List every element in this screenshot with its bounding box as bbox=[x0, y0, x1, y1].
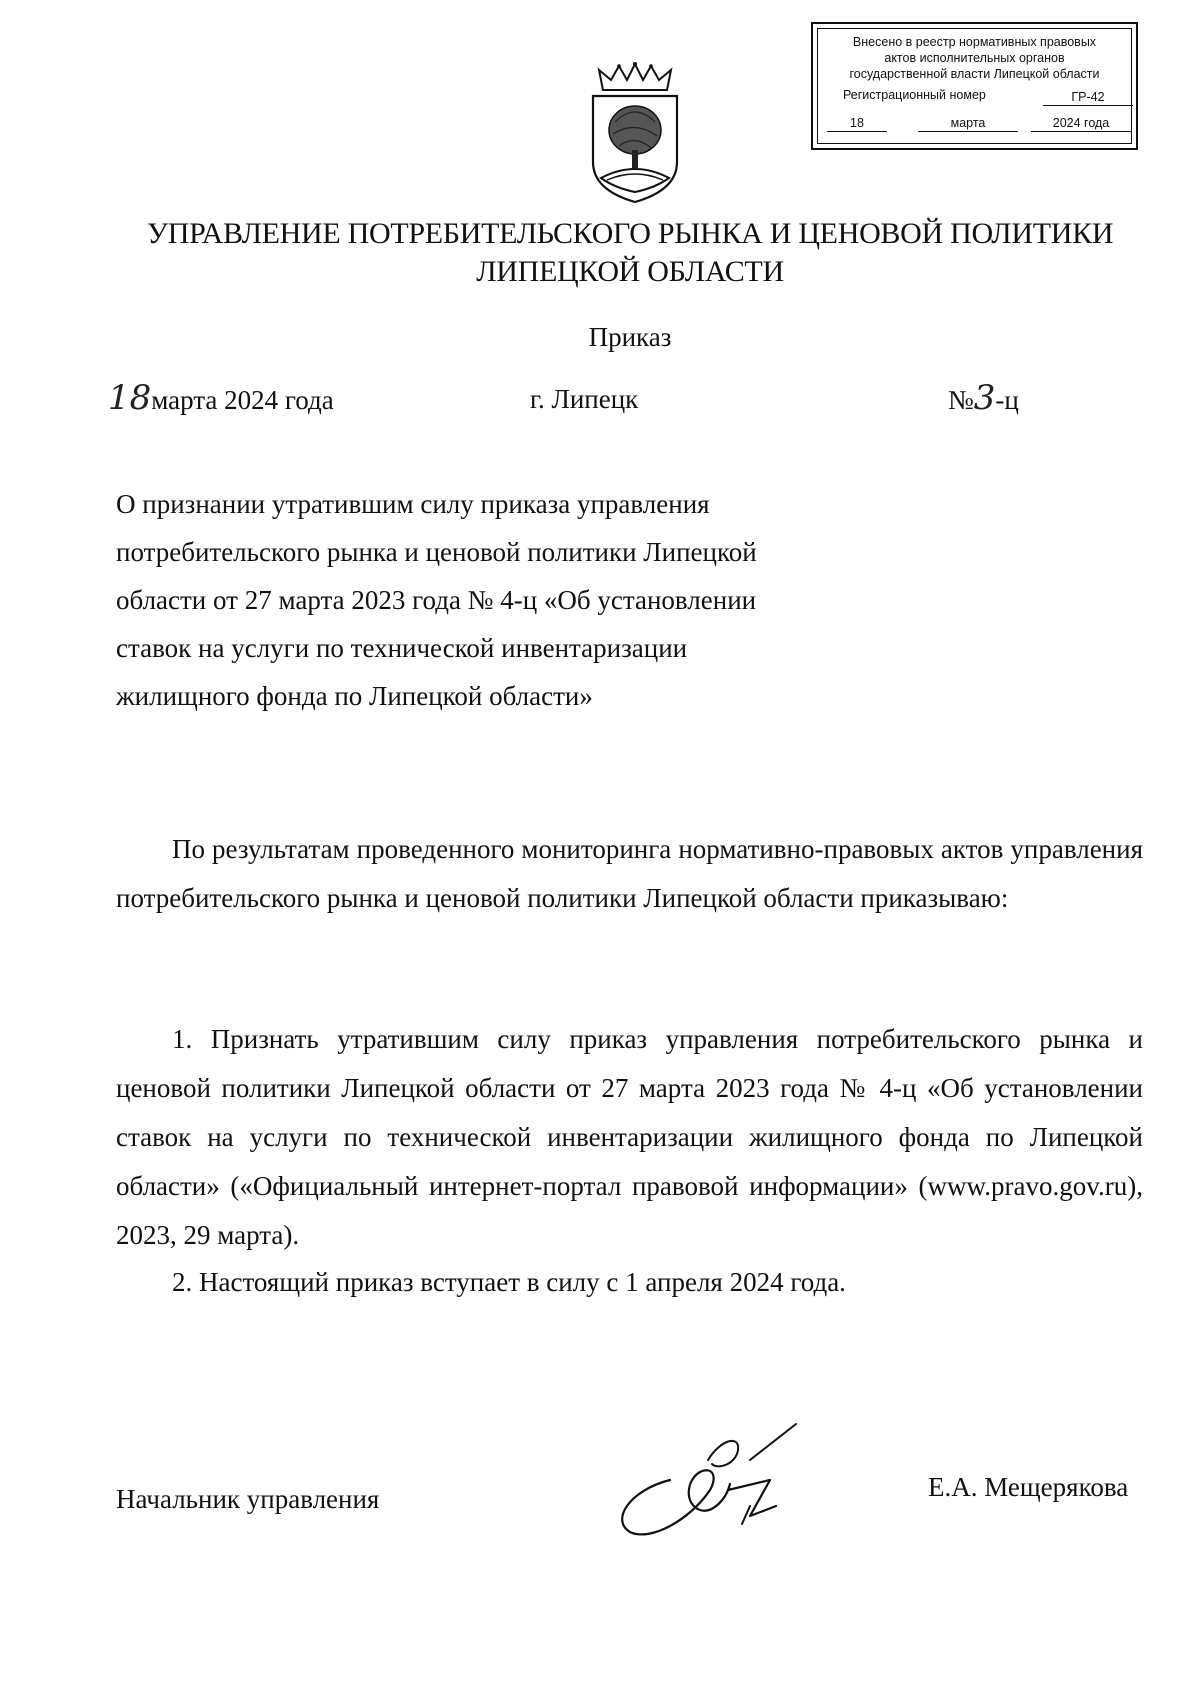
subject-block bbox=[116, 480, 876, 720]
order-number-handwritten: 3 bbox=[973, 378, 996, 418]
stamp-line-3: государственной власти Липецкой области bbox=[849, 67, 1100, 81]
handwritten-signature-icon bbox=[600, 1420, 820, 1545]
date-day-handwritten: 18 bbox=[108, 378, 152, 418]
order-number-suffix: -ц bbox=[995, 385, 1019, 415]
subject-line: области от 27 марта 2023 года № 4-ц «Об установлении bbox=[116, 585, 757, 615]
subject-line: потребительского рынка и ценовой политики Липецкой bbox=[116, 537, 757, 567]
registry-stamp bbox=[811, 22, 1138, 150]
subject-line: ставок на услуги по технической инвентаризации bbox=[116, 633, 688, 663]
preamble-paragraph: По результатам проведенного мониторинга нормативно-правовых актов управления потребительского рынка и ценовой политики Липецкой области приказываю: bbox=[116, 834, 1143, 913]
org-name-line-1: УПРАВЛЕНИЕ ПОТРЕБИТЕЛЬСКОГО РЫНКА И ЦЕНОВОЙ ПОЛИТИКИ bbox=[146, 217, 1114, 250]
date bbox=[108, 378, 334, 418]
city: г. Липецк bbox=[530, 384, 639, 414]
stamp-day: 18 bbox=[827, 115, 887, 132]
stamp-reg-label: Регистрационный номер bbox=[843, 88, 986, 102]
stamp-line-1: Внесено в реестр нормативных правовых bbox=[852, 35, 1097, 49]
stamp-month: марта bbox=[918, 115, 1018, 132]
date-rest: марта 2024 года bbox=[151, 385, 334, 415]
stamp-line-2: актов исполнительных органов bbox=[884, 51, 1065, 65]
lipetsk-coat-of-arms-icon bbox=[585, 62, 685, 212]
document-type: Приказ bbox=[588, 322, 672, 352]
order-item-1: 1. Признать утратившим силу приказ управления потребительского рынка и ценовой политики Липецкой области от 27 марта 2023 года № 4-ц «Об установлении ставок на услуги по технической инвентаризации жилищного фонда по Липецкой области» («Официальный интернет-портал правовой информации» (www.pravo.gov.ru), 2023, 29 марта). bbox=[116, 1024, 1143, 1250]
order-item-2: 2. Настоящий приказ вступает в силу с 1 апреля 2024 года. bbox=[172, 1267, 846, 1297]
signer-name: Е.А. Мещерякова bbox=[928, 1472, 1129, 1502]
stamp-year: 2024 года bbox=[1031, 115, 1131, 132]
order-number-prefix: № bbox=[948, 385, 974, 415]
org-name-line-2: ЛИПЕЦКОЙ ОБЛАСТИ bbox=[476, 255, 784, 288]
order-number bbox=[948, 378, 1019, 418]
subject-line: О признании утратившим силу приказа управления bbox=[116, 489, 710, 519]
subject-line: жилищного фонда по Липецкой области» bbox=[116, 681, 593, 711]
signer-title: Начальник управления bbox=[116, 1484, 380, 1514]
stamp-reg-number: ГР-42 bbox=[1043, 89, 1133, 106]
